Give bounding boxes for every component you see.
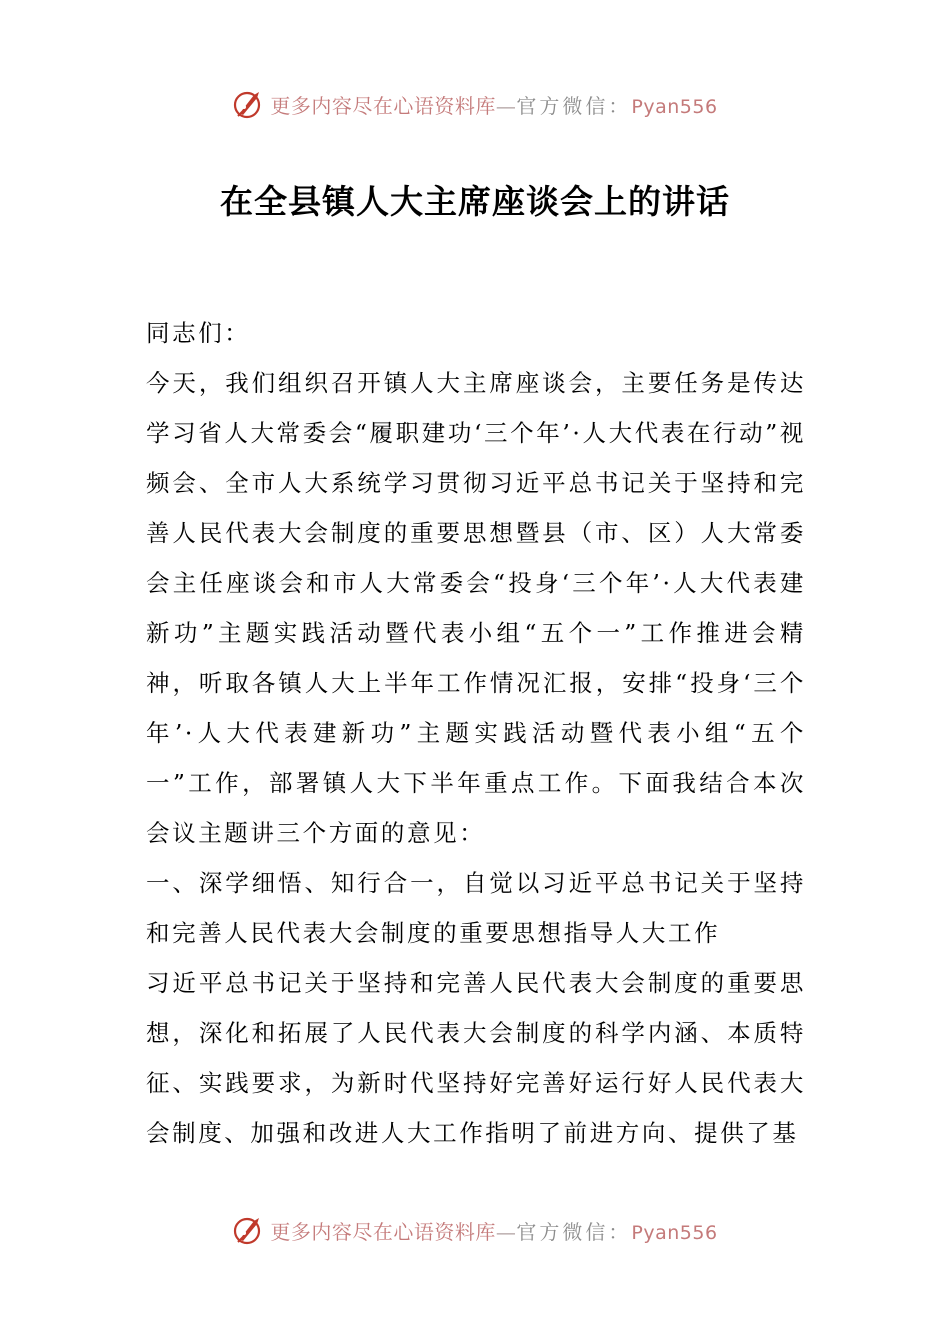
watermark-text bbox=[270, 90, 717, 119]
section-heading: 一、深学细悟、知行合一，自觉以习近平总书记关于坚持和完善人民代表大会制度的重要思想指导人大工作 bbox=[146, 869, 806, 947]
footer-watermark bbox=[0, 1210, 950, 1250]
header-watermark bbox=[0, 84, 950, 124]
watermark-site-text: 更多内容尽在心语资料库 bbox=[270, 1219, 496, 1244]
watermark-wechat-id: Pyan556 bbox=[631, 95, 718, 118]
pen-logo-icon bbox=[232, 1213, 266, 1247]
watermark-dash: — bbox=[495, 1219, 517, 1244]
watermark-wechat-id: Pyan556 bbox=[631, 1221, 718, 1244]
pen-logo-icon bbox=[232, 87, 266, 121]
watermark-label: 官方微信： bbox=[516, 1219, 632, 1244]
salutation: 同志们： bbox=[146, 319, 251, 347]
watermark-label: 官方微信： bbox=[516, 93, 632, 118]
watermark-text bbox=[270, 1216, 717, 1245]
document-body bbox=[146, 308, 806, 1158]
document-title: 在全县镇人大主席座谈会上的讲话 bbox=[220, 182, 730, 221]
body-paragraph: 习近平总书记关于坚持和完善人民代表大会制度的重要思想，深化和拓展了人民代表大会制度的科学内涵、本质特征、实践要求，为新时代坚持好完善好运行好人民代表大会制度、加强和改进人大工作指明了前进方向、提供了基 bbox=[146, 969, 806, 1147]
body-paragraph: 今天，我们组织召开镇人大主席座谈会，主要任务是传达学习省人大常委会“履职建功‘三个年’·人大代表在行动”视频会、全市人大系统学习贯彻习近平总书记关于坚持和完善人民代表大会制度的重要思想暨县（市、区）人大常委会主任座谈会和市人大常委会“投身‘三个年’·人大代表建新功”主题实践活动暨代表小组“五个一”工作推进会精神，听取各镇人大上半年工作情况汇报，安排“投身‘三个年’·人大代表建新功”主题实践活动暨代表小组“五个一”工作，部署镇人大下半年重点工作。下面我结合本次会议主题讲三个方面的意见： bbox=[146, 369, 806, 847]
watermark-site-text: 更多内容尽在心语资料库 bbox=[270, 93, 496, 118]
watermark-dash: — bbox=[495, 93, 517, 118]
